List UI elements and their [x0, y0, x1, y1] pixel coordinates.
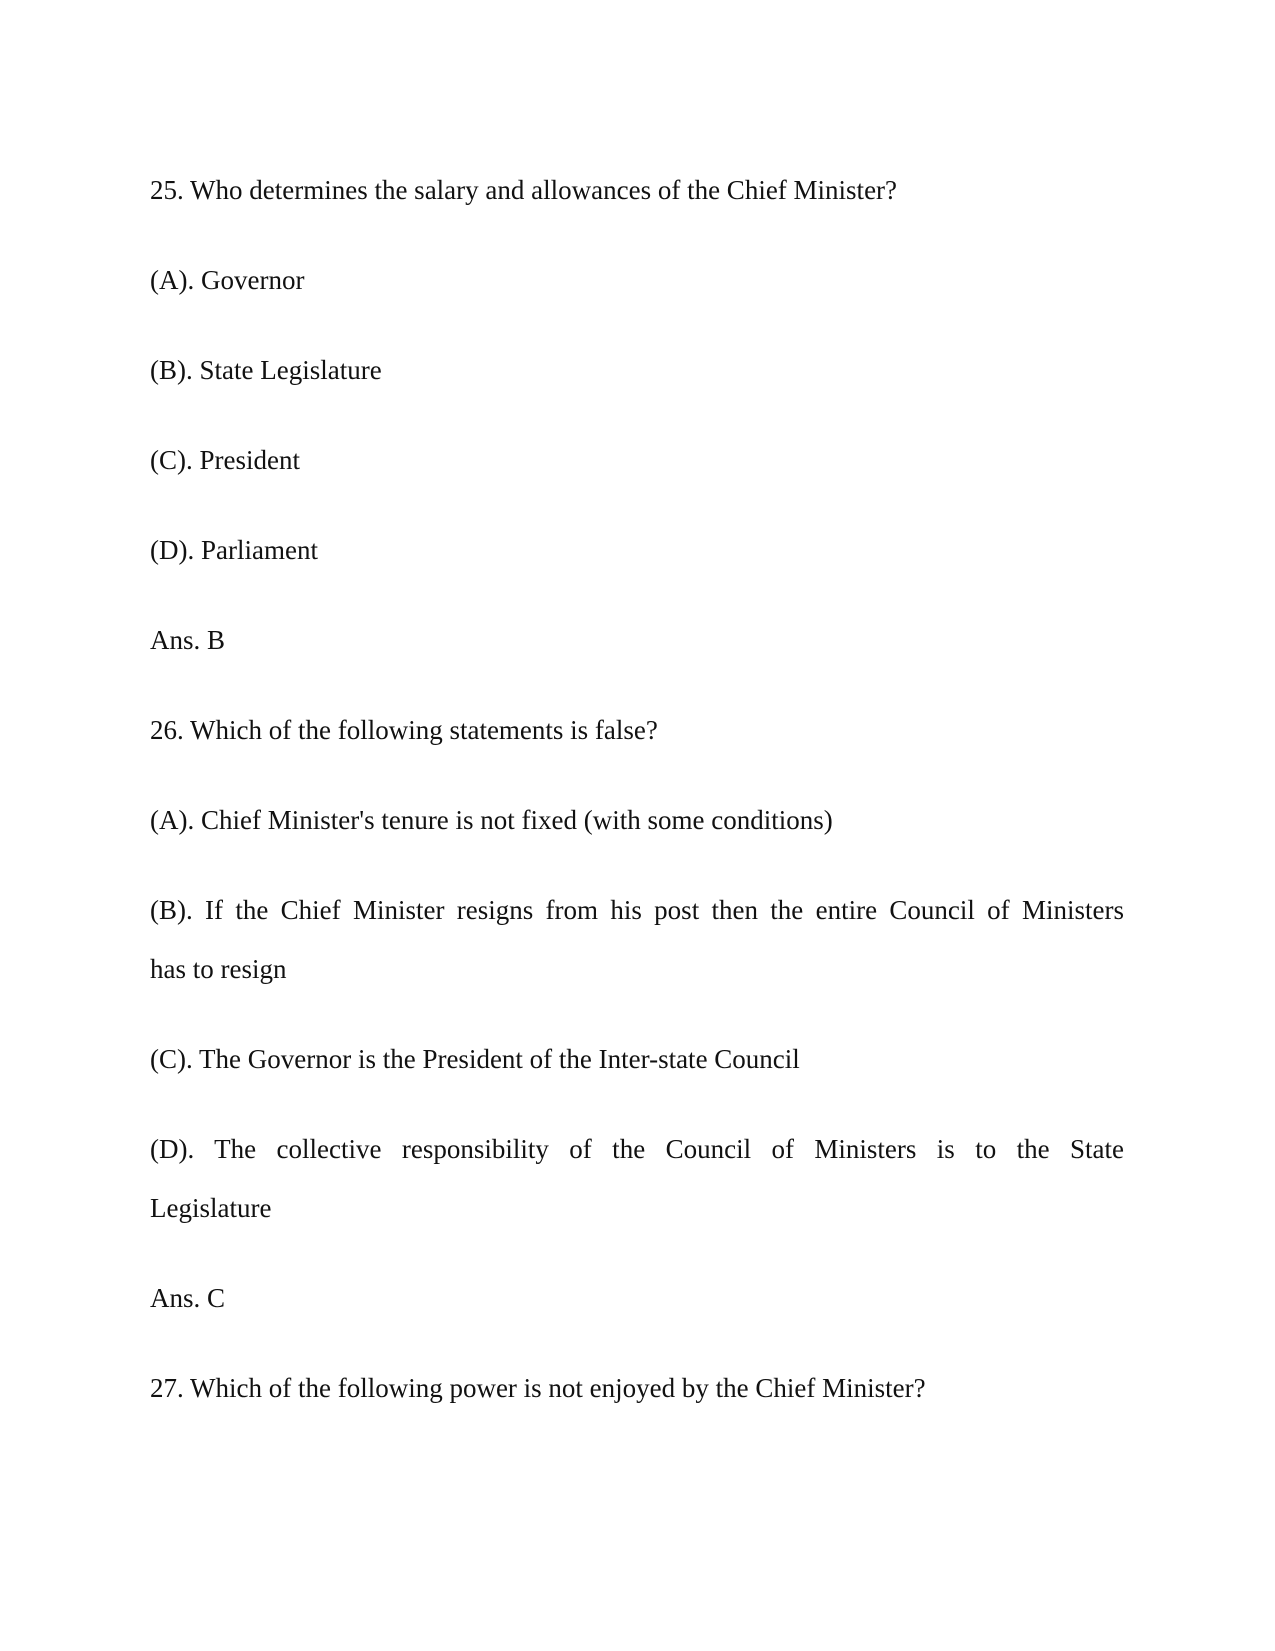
- q26-option-c: (C). The Governor is the President of the Inter-state Council: [150, 1044, 800, 1074]
- q26-option-d-cont: Legislature: [150, 1193, 272, 1223]
- q26-option-b: (B). If the Chief Minister resigns from his post then the entire Council of Ministers: [150, 895, 1124, 925]
- q26-option-a: (A). Chief Minister's tenure is not fixed (with some conditions): [150, 805, 833, 835]
- question-26: 26. Which of the following statements is false?: [150, 715, 658, 745]
- q25-option-d: (D). Parliament: [150, 535, 318, 565]
- q26-option-d: (D). The collective responsibility of the Council of Ministers is to the State: [150, 1134, 1124, 1164]
- q25-option-c: (C). President: [150, 445, 300, 475]
- question-27: 27. Which of the following power is not enjoyed by the Chief Minister?: [150, 1373, 926, 1403]
- q25-answer: Ans. B: [150, 625, 226, 655]
- q26-answer: Ans. C: [150, 1283, 226, 1313]
- q25-option-a: (A). Governor: [150, 265, 305, 295]
- q25-option-b: (B). State Legislature: [150, 355, 382, 385]
- question-25: 25. Who determines the salary and allowances of the Chief Minister?: [150, 175, 898, 205]
- q26-option-b-cont: has to resign: [150, 954, 287, 984]
